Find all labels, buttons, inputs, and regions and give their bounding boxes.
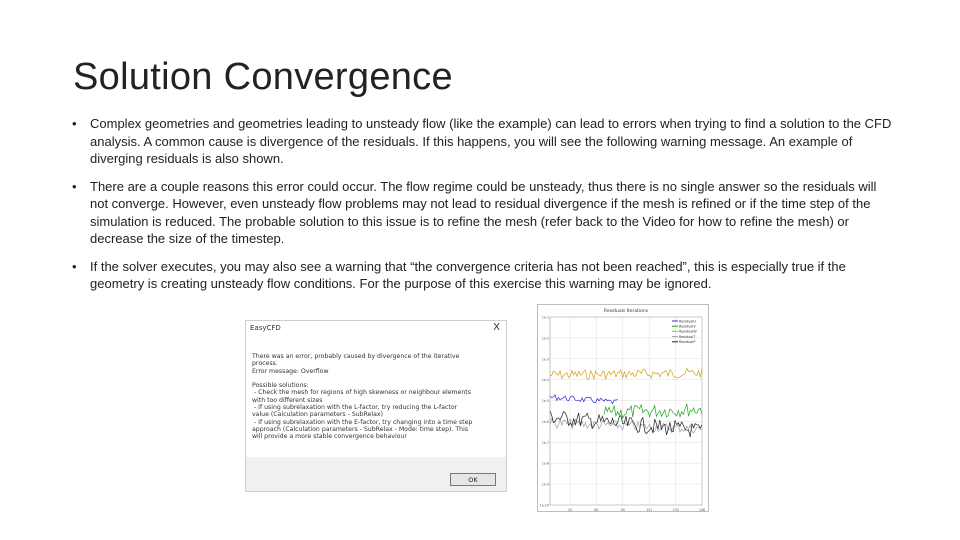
bullet-list bbox=[72, 115, 894, 303]
y-tick-label: 1e-10 bbox=[539, 503, 549, 508]
x-tick-label: 130 bbox=[672, 508, 679, 512]
y-tick-label: 1e-5 bbox=[541, 399, 549, 404]
bullet-text: Complex geometries and geometries leading to unsteady flow (like the example) can lead to errors when trying to find a solution to the CFD analysis. A common cause is divergence of the residuals. If this happens, you will see the following warning message. An example of diverging residuals is also shown. bbox=[90, 116, 892, 166]
residuals-chart bbox=[537, 304, 709, 512]
y-tick-label: 1e-4 bbox=[541, 378, 549, 383]
legend-label: ResidualP bbox=[679, 340, 696, 345]
bullet-item bbox=[72, 178, 894, 248]
x-tick-label: 121 bbox=[646, 508, 653, 512]
bullet-text: There are a couple reasons this error could occur. The flow regime could be unsteady, thus there is no single answer so the residuals will not converge. However, even unsteady flow problems may not lead to residual divergence if the mesh is refined or if the time step of the simulation is reduced. The probable solution to this issue is to refine the mesh (refer back to the Video for how to refine the mesh) or decrease the size of the timestep. bbox=[90, 178, 877, 246]
bullet-item bbox=[72, 115, 894, 168]
bullet-marker: • bbox=[72, 116, 77, 131]
error-dialog bbox=[245, 320, 507, 492]
legend-label: ResidualT bbox=[679, 334, 696, 339]
dialog-message: There was an error, probably caused by divergence of the iterative process. Error message: Overflow Possible solutions: - Check the mesh for regions of high skewness or neighbour elements with too different sizes - If using subrelaxation with the L-factor, try reducing the L-factor value (Calculation parameters - SubRelax) - If using subrelaxation with the E-factor, try changing into a time step approach (Calculation parameters - SubRelax - Mode: time step). This will provide a more stable convergence behaviour bbox=[252, 353, 473, 441]
legend-label: ResidualU bbox=[679, 319, 696, 324]
bullet-marker: • bbox=[72, 258, 77, 274]
plot-area bbox=[550, 317, 702, 505]
y-tick-label: 1e-6 bbox=[541, 419, 549, 424]
chart-title: Residuals Iterations bbox=[603, 309, 649, 314]
x-tick-label: 60 bbox=[594, 508, 599, 512]
y-tick-label: 1e-9 bbox=[541, 482, 549, 487]
bullet-item bbox=[72, 258, 894, 293]
y-tick-label: 1e-7 bbox=[541, 440, 549, 445]
legend-label: ResidualW bbox=[679, 329, 697, 334]
bullet-text: If the solver executes, you may also see a warning that “the convergence criteria has not been reached”, this is especially true if the geometry is creating unsteady flow conditions. For the purpose of this exercise this warning may be ignored. bbox=[90, 258, 846, 291]
y-tick-label: 1e-1 bbox=[541, 315, 549, 320]
dialog-title: EasyCFD bbox=[250, 324, 281, 332]
x-tick-label: 90 bbox=[620, 508, 625, 512]
legend-label: ResidualV bbox=[679, 324, 696, 329]
residuals-chart-svg bbox=[538, 305, 710, 513]
dialog-body bbox=[246, 339, 506, 457]
y-tick-label: 1e-3 bbox=[541, 357, 549, 362]
x-tick-label: 43 bbox=[567, 508, 573, 512]
close-icon[interactable]: X bbox=[493, 322, 500, 333]
y-tick-label: 1e-8 bbox=[541, 461, 549, 466]
x-tick-label: 148 bbox=[698, 508, 706, 512]
dialog-titlebar bbox=[246, 321, 506, 339]
y-tick-label: 1e-2 bbox=[541, 336, 549, 341]
bullet-marker: • bbox=[72, 178, 77, 194]
ok-button[interactable]: OK bbox=[450, 473, 496, 486]
slide-title: Solution Convergence bbox=[73, 56, 453, 98]
